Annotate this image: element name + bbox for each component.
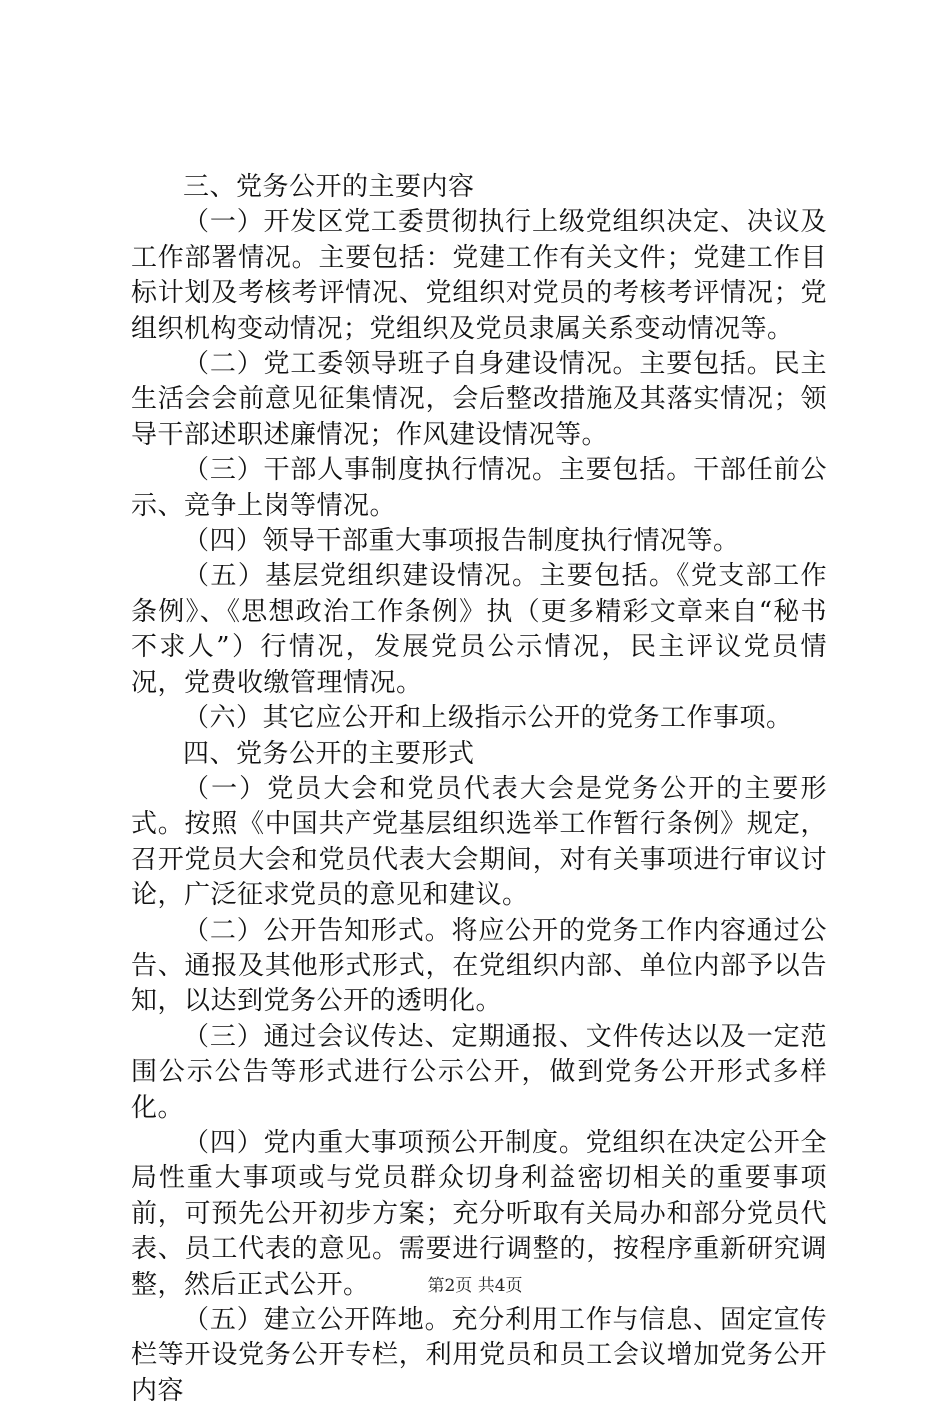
section-heading-4: 四、党务公开的主要形式 xyxy=(183,738,475,769)
paragraph: （四）党内重大事项预公开制度。党组织在决定公开全局性重大事项或与党员群众切身利益密切相关的重要事项前，可预先公开初步方案；充分听取有关局办和部分党员代表、员工代表的意见。需要进行调整的，按程序重新研究调整，然后正式公开。 xyxy=(131,1127,827,1300)
page-footer: 第2页 共4页 xyxy=(427,1276,523,1296)
paragraph: （六）其它应公开和上级指示公开的党务工作事项。 xyxy=(183,703,793,734)
paragraph: （四）领导干部重大事项报告制度执行情况等。 xyxy=(183,526,740,557)
paragraph: （五）基层党组织建设情况。主要包括。《党支部工作条例》、《思想政治工作条例》执（更多精彩文章来自“秘书不求人”）行情况，发展党员公示情况，民主评议党员情况，党费收缴管理情况。 xyxy=(131,561,827,698)
paragraph: （五）建立公开阵地。充分利用工作与信息、固定宣传栏等开设党务公开专栏，利用党员和员工会议增加党务公开内容 xyxy=(131,1305,827,1406)
paragraph: （一）开发区党工委贯彻执行上级党组织决定、决议及工作部署情况。主要包括：党建工作有关文件；党建工作目标计划及考核考评情况、党组织对党员的考核考评情况；党组织机构变动情况；党组织及党员隶属关系变动情况等。 xyxy=(131,207,827,344)
paragraph: （二）党工委领导班子自身建设情况。主要包括。民主生活会会前意见征集情况，会后整改措施及其落实情况；领导干部述职述廉情况；作风建设情况等。 xyxy=(131,349,827,450)
paragraph: （一）党员大会和党员代表大会是党务公开的主要形式。按照《中国共产党基层组织选举工作暂行条例》规定，召开党员大会和党员代表大会期间，对有关事项进行审议讨论，广泛征求党员的意见和建议。 xyxy=(131,773,827,911)
paragraph: （三）通过会议传达、定期通报、文件传达以及一定范围公示公告等形式进行公示公开，做到党务公开形式多样化。 xyxy=(131,1021,827,1123)
document-body xyxy=(131,170,827,1409)
paragraph: （二）公开告知形式。将应公开的党务工作内容通过公告、通报及其他形式形式，在党组织内部、单位内部予以告知，以达到党务公开的透明化。 xyxy=(131,915,827,1017)
section-heading-3: 三、党务公开的主要内容 xyxy=(183,172,475,202)
paragraph: （三）干部人事制度执行情况。主要包括。干部任前公示、竞争上岗等情况。 xyxy=(131,455,827,521)
